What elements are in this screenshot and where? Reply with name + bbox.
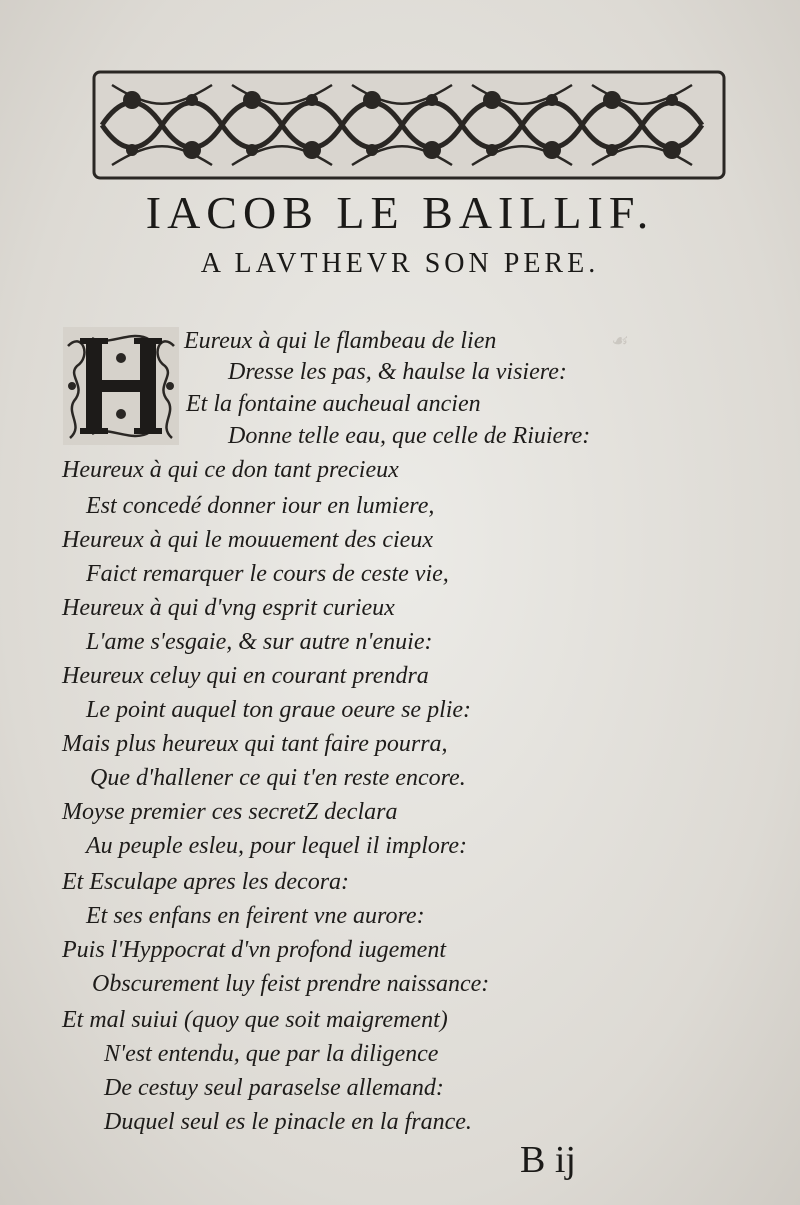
poem-line: Duquel seul es le pinacle en la france. [104, 1109, 472, 1135]
poem-line: Mais plus heureux qui tant faire pourra, [62, 731, 448, 757]
poem-line: Heureux à qui ce don tant precieux [62, 457, 399, 483]
poem-line: Heureux à qui d'vng esprit curieux [62, 595, 395, 621]
poem-line: Et la fontaine aucheual ancien [186, 391, 481, 417]
poem-line: Est concedé donner iour en lumiere, [86, 493, 435, 519]
poem-line: N'est entendu, que par la diligence [104, 1041, 439, 1067]
poem-line: Au peuple esleu, pour lequel il implore: [86, 833, 468, 859]
poem-line: Obscurement luy feist prendre naissance: [92, 971, 490, 997]
signature-mark: B ij [520, 1139, 576, 1181]
poem-line: Heureux celuy qui en courant prendra [62, 663, 429, 689]
show-through-text: ☙ [610, 330, 628, 352]
poem-line: Puis l'Hyppocrat d'vn profond iugement [62, 937, 446, 963]
poem-line: Et ses enfans en feirent vne aurore: [86, 903, 425, 929]
page-title: IACOB LE BAILLIF. [145, 187, 655, 238]
poem-line: De cestuy seul paraselse allemand: [104, 1075, 444, 1101]
poem-line: Que d'hallener ce qui t'en reste encore. [90, 765, 466, 791]
poem-line: Et mal suiui (quoy que soit maigrement) [62, 1007, 448, 1033]
poem-line: Dresse les pas, & haulse la visiere: [228, 359, 567, 385]
page-subtitle: A LAVTHEVR SON PERE. [200, 248, 600, 279]
poem-line: Donne telle eau, que celle de Riuiere: [228, 423, 591, 449]
poem-line: Heureux à qui le mouuement des cieux [62, 527, 433, 553]
poem-line: L'ame s'esgaie, & sur autre n'enuie: [86, 629, 433, 655]
poem-line: Moyse premier ces secretZ declara [62, 799, 398, 825]
poem-line: Faict remarquer le cours de ceste vie, [86, 561, 449, 587]
poem-line: Et Esculape apres les decora: [62, 869, 350, 895]
poem-line: Le point auquel ton graue oeure se plie: [86, 697, 472, 723]
poem-line: Eureux à qui le flambeau de lien [184, 328, 497, 354]
